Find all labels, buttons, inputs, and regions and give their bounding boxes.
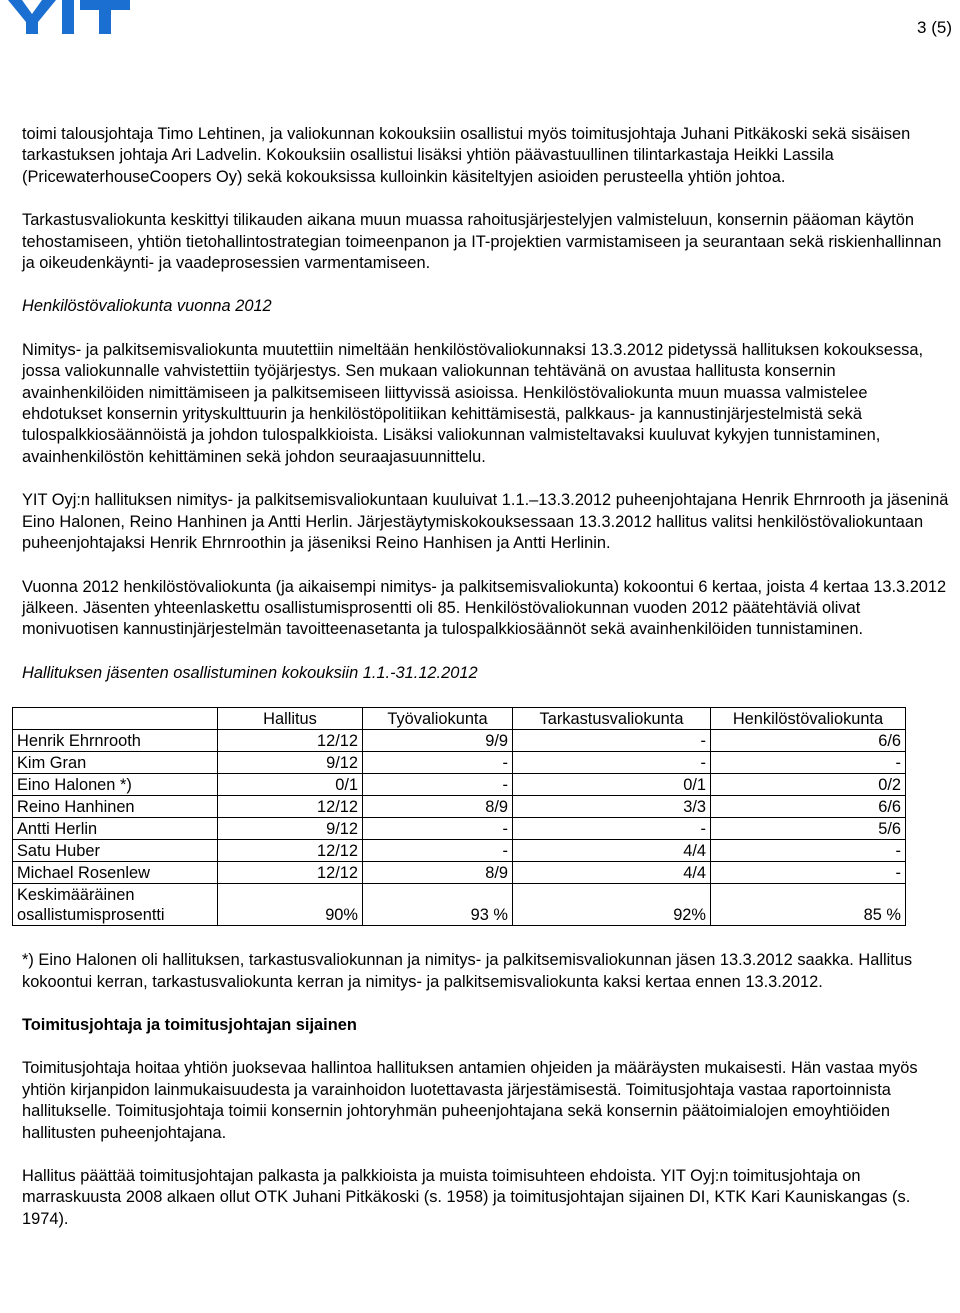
table-summary-row [13, 884, 906, 926]
attendance-cell: 6/6 [711, 730, 906, 752]
attendance-cell: 8/9 [363, 796, 513, 818]
summary-value: 90% [218, 884, 363, 926]
attendance-cell: 0/1 [218, 774, 363, 796]
attendance-cell: 9/9 [363, 730, 513, 752]
attendance-cell: - [513, 730, 711, 752]
paragraph-hr-committee-members: YIT Oyj:n hallituksen nimitys- ja palkitsemisvaliokuntaan kuuluivat 1.1.–13.3.2012 puheenjohtajana Henrik Ehrnrooth ja jäseninä Eino Halonen, Reino Hanhinen ja Antti Herlin. Järjestäytymiskokouksessaan 13.3.2012 hallitus valitsi henkilöstövaliokuntaan puheenjohtajaksi Henrik Ehrnroothin ja jäseniksi Reino Hanhisen ja Antti Herlinin. [22, 491, 949, 553]
attendance-cell: - [711, 752, 906, 774]
member-name: Kim Gran [13, 752, 218, 774]
attendance-cell: 8/9 [363, 862, 513, 884]
yit-logo [6, 0, 130, 34]
summary-label-line2: osallistumisprosentti [17, 906, 165, 925]
attendance-cell: - [363, 774, 513, 796]
attendance-cell: - [513, 752, 711, 774]
paragraph-audit-committee-attendees: toimi talousjohtaja Timo Lehtinen, ja valiokunnan kokouksiin osallistui myös toimitusjohtaja Juhani Pitkäkoski sekä sisäisen tarkastuksen johtaja Ari Ladvelin. Kokouksiin osallistui lisäksi yhtiön päävastuullinen tilintarkastaja Heikki Lassila (PricewaterhouseCoopers Oy) sekä kokouksissa kulloinkin käsiteltyjen asioiden perusteella yhtiön johtoa. [22, 125, 911, 186]
member-name: Henrik Ehrnrooth [13, 730, 218, 752]
table-header-cell: Hallitus [218, 708, 363, 730]
table-header-row [13, 708, 906, 730]
attendance-cell: 12/12 [218, 796, 363, 818]
table-header-cell: Työvaliokunta [363, 708, 513, 730]
table-row [13, 840, 906, 862]
summary-label-line1: Keskimääräinen [17, 886, 135, 905]
table-header-cell [13, 708, 218, 730]
attendance-cell: - [711, 862, 906, 884]
paragraph-ceo-appointment: Hallitus päättää toimitusjohtajan palkasta ja palkkioista ja muista toimisuhteen ehdoista. YIT Oyj:n toimitusjohtaja on marraskuusta 2008 alkaen ollut OTK Juhani Pitkäkoski (s. 1958) ja toimitusjohtajan sijainen DI, KTK Kari Kauniskangas (s. 1974). [22, 1166, 911, 1228]
attendance-cell: - [711, 840, 906, 862]
attendance-cell: 9/12 [218, 752, 363, 774]
member-name: Michael Rosenlew [13, 862, 218, 884]
table-row [13, 730, 906, 752]
table-row [13, 818, 906, 840]
attendance-cell: 3/3 [513, 796, 711, 818]
attendance-cell: - [513, 818, 711, 840]
attendance-cell: 0/1 [513, 774, 711, 796]
paragraph-ceo-duties: Toimitusjohtaja hoitaa yhtiön juoksevaa hallintoa hallituksen antamien ohjeiden ja määräysten mukaisesti. Hän vastaa myös yhtiön kirjanpidon lainmukaisuudesta ja varainhoidon luotettavasta järjestämisestä. Toimitusjohtaja vastaa raportoinnista hallitukselle. Toimitusjohtaja toimii konsernin johtoryhmän puheenjohtajana sekä konsernin päätoimialojen emoyhtiöiden hallitusten puheenjohtajana. [22, 1059, 918, 1142]
heading-ceo: Toimitusjohtaja ja toimitusjohtajan sijainen [22, 1015, 357, 1034]
member-name: Antti Herlin [13, 818, 218, 840]
table-header-cell: Tarkastusvaliokunta [513, 708, 711, 730]
member-name: Satu Huber [13, 840, 218, 862]
attendance-cell: 0/2 [711, 774, 906, 796]
attendance-cell: - [363, 818, 513, 840]
attendance-table [12, 707, 906, 926]
heading-attendance-table: Hallituksen jäsenten osallistuminen kokouksiin 1.1.-31.12.2012 [22, 663, 478, 682]
table-row [13, 774, 906, 796]
attendance-cell: 12/12 [218, 840, 363, 862]
table-header-cell: Henkilöstövaliokunta [711, 708, 906, 730]
table-row [13, 862, 906, 884]
summary-value: 92% [513, 884, 711, 926]
attendance-cell: - [363, 752, 513, 774]
attendance-cell: 9/12 [218, 818, 363, 840]
member-name: Reino Hanhinen [13, 796, 218, 818]
attendance-cell: 6/6 [711, 796, 906, 818]
table-row [13, 796, 906, 818]
attendance-cell: 12/12 [218, 730, 363, 752]
paragraph-hr-committee-charter: Nimitys- ja palkitsemisvaliokunta muutettiin nimeltään henkilöstövaliokunnaksi 13.3.2012 pidetyssä hallituksen kokouksessa, jossa valiokunnalle vahvistettiin työjärjestys. Sen mukaan valiokunnan tehtävänä on avustaa hallitusta konsernin avainhenkilöiden nimittämiseen ja palkitsemiseen liittyvissä asioissa. Henkilöstövaliokunta muun muassa valmistelee ehdotukset konsernin yrityskulttuurin ja henkilöstöpolitiikan kehittämisestä, palkkaus- ja kannustinjärjestelmistä sekä tulospalkkiosäännöistä ja johdon tulospalkkioista. Lisäksi valiokunnan valmisteltavaksi kuuluvat kykyjen tunnistaminen, avainhenkilöstön kehittäminen sekä johdon seuraajasuunnittelu. [22, 340, 924, 466]
attendance-cell: - [363, 840, 513, 862]
attendance-cell: 4/4 [513, 840, 711, 862]
attendance-cell: 12/12 [218, 862, 363, 884]
table-row [13, 752, 906, 774]
summary-value: 85 % [711, 884, 906, 926]
document-body [17, 124, 952, 1230]
paragraph-hr-committee-meetings: Vuonna 2012 henkilöstövaliokunta (ja aikaisempi nimitys- ja palkitsemisvaliokunta) kokoontui 6 kertaa, joista 4 kertaa 13.3.2012 jälkeen. Jäsenten yhteenlaskettu osallistumisprosentti oli 85. Henkilöstövaliokunnan vuoden 2012 päätehtäviä olivat monivuotisen kannustinjärjestelmän tavoitteenasetanta ja tulospalkkiosäännöt sekä avainhenkilöiden tunnistaminen. [22, 577, 947, 639]
member-name: Eino Halonen *) [13, 774, 218, 796]
summary-value: 93 % [363, 884, 513, 926]
attendance-cell: 5/6 [711, 818, 906, 840]
table-footnote: *) Eino Halonen oli hallituksen, tarkastusvaliokunnan ja nimitys- ja palkitsemisvaliokunnan jäsen 13.3.2012 saakka. Hallitus kokoontui kerran, tarkastusvaliokunta kerran ja nimitys- ja palkitsemisvaliokunta kaksi kertaa ennen 13.3.2012. [22, 951, 913, 991]
paragraph-audit-committee-focus: Tarkastusvaliokunta keskittyi tilikauden aikana muun muassa rahoitusjärjestelyjen valmisteluun, konsernin pääoman käytön tehostamiseen, yhtiön tietohallintostrategian toimeenpanon ja IT-projektien varmistamiseen ja seurantaan sekä riskienhallinnan ja oikeudenkäynti- ja vaadeprosessien varmentamiseen. [22, 211, 942, 273]
page-number: 3 (5) [917, 18, 952, 37]
attendance-cell: 4/4 [513, 862, 711, 884]
summary-label [13, 884, 218, 926]
heading-hr-committee: Henkilöstövaliokunta vuonna 2012 [22, 297, 272, 316]
